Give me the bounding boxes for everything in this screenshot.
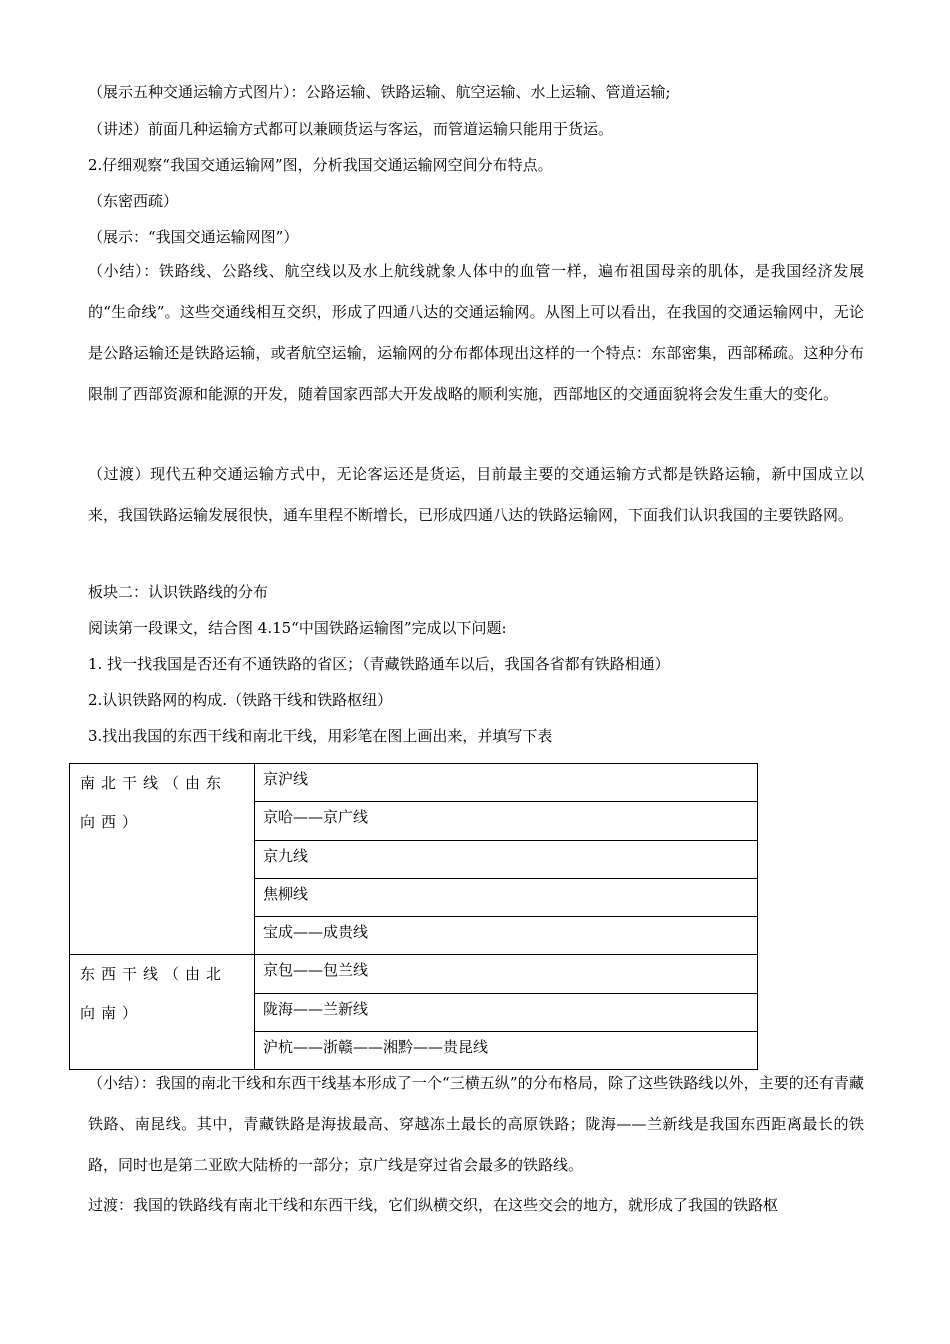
table-cell: 焦柳线	[255, 878, 758, 916]
text-line-task-1: 1. 找一找我国是否还有不通铁路的省区；（青藏铁路通车以后，我国各省都有铁路相通）	[88, 655, 670, 673]
table-cell: 宝成——成贵线	[255, 917, 758, 955]
transition-paragraph-1: （过渡）现代五种交通运输方式中，无论客运还是货运，目前最主要的交通运输方式都是铁路运输，新中国成立以来，我国铁路运输发展很快，通车里程不断增长，已形成四通八达的铁路运输网，下面我们认识我国的主要铁路网。	[88, 465, 864, 524]
text-line-reading-task: 阅读第一段课文，结合图 4.15“中国铁路运输图”完成以下问题:	[88, 619, 507, 637]
text-line-east-dense: （东密西疏）	[88, 192, 179, 210]
table-row	[70, 764, 758, 802]
text-line-show-map: （展示：“我国交通运输网图”）	[88, 228, 299, 246]
section-heading-railway: 板块二：认识铁路线的分布	[88, 583, 269, 601]
table-cell: 京包——包兰线	[255, 955, 758, 993]
table-cell: 陇海——兰新线	[255, 993, 758, 1031]
transition-line-2: 过渡：我国的铁路线有南北干线和东西干线，它们纵横交织，在这些交会的地方，就形成了我国的铁路枢	[88, 1196, 779, 1214]
text-line-task-3: 3.找出我国的东西干线和南北干线，用彩笔在图上画出来，并填写下表	[88, 727, 553, 745]
group-label-east-west: 东西干线（由北向南）	[70, 955, 255, 1070]
text-line-task-2: 2.认识铁路网的构成.（铁路干线和铁路枢纽）	[88, 691, 393, 709]
table-cell: 京哈——京广线	[255, 802, 758, 840]
summary-paragraph-1: （小结）：铁路线、公路线、航空线以及水上航线就象人体中的血管一样，遍布祖国母亲的肌体，是我国经济发展的“生命线”。这些交通线相互交织，形成了四通八达的交通运输网。从图上可以看出，在我国的交通运输网中，无论是公路运输还是铁路运输，或者航空运输，运输网的分布都体现出这样的一个特点：东部密集，西部稀疏。这种分布限制了西部资源和能源的开发，随着国家西部大开发战略的顺利实施，西部地区的交通面貌将会发生重大的变化。	[88, 262, 864, 403]
group-label-north-south: 南北干线（由东向西）	[70, 764, 255, 955]
text-line-question-2: 2.仔细观察“我国交通运输网”图，分析我国交通运输网空间分布特点。	[88, 156, 553, 174]
summary-paragraph-2: （小结）：我国的南北干线和东西干线基本形成了一个“三横五纵”的分布格局，除了这些铁路线以外，主要的还有青藏铁路、南昆线。其中，青藏铁路是海拔最高、穿越冻土最长的高原铁路；陇海——兰新线是我国东西距离最长的铁路，同时也是第二亚欧大陆桥的一部分；京广线是穿过省会最多的铁路线。	[88, 1074, 864, 1174]
table-cell: 沪杭——浙赣——湘黔——贵昆线	[255, 1031, 758, 1069]
table-cell: 京九线	[255, 840, 758, 878]
railway-table	[69, 763, 758, 1070]
table-cell: 京沪线	[255, 764, 758, 802]
text-line-narration: （讲述）前面几种运输方式都可以兼顾货运与客运，而管道运输只能用于货运。	[88, 120, 614, 138]
text-line-show-transport: （展示五种交通运输方式图片）：公路运输、铁路运输、航空运输、水上运输、管道运输;	[88, 83, 671, 101]
table-row	[70, 955, 758, 993]
